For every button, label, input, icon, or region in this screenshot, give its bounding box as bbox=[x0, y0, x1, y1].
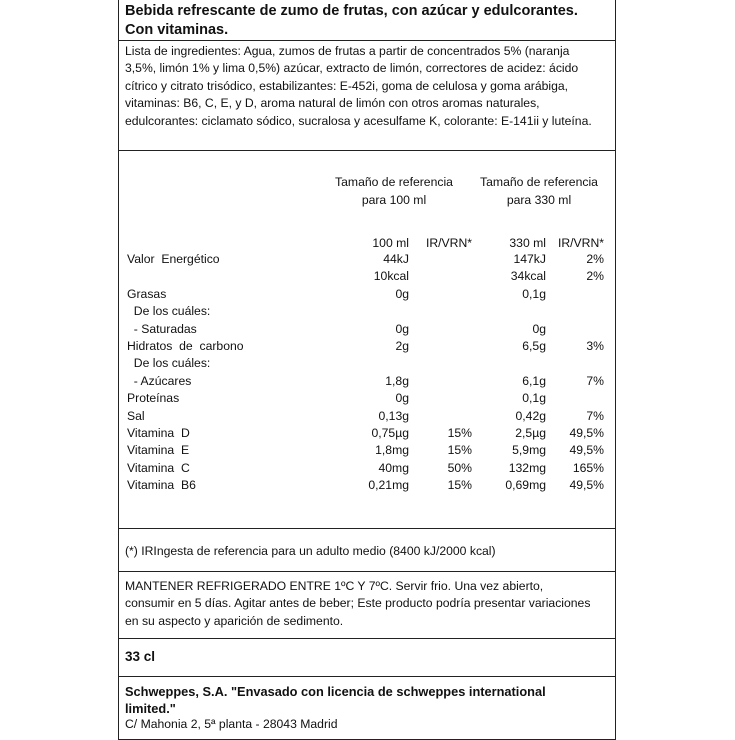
divider bbox=[118, 571, 616, 572]
footnote: (*) IRIngesta de referencia para un adulto medio (8400 kJ/2000 kcal) bbox=[125, 544, 496, 558]
col-head-330ml: 330 ml bbox=[509, 236, 546, 250]
value-100ml: 0,75µg bbox=[371, 426, 409, 440]
value-330ml: 0g bbox=[532, 321, 546, 336]
value-330ml: 0,1g bbox=[522, 391, 546, 406]
value-330ml: 34kcal bbox=[510, 269, 546, 284]
col-head-100ml: 100 ml bbox=[372, 236, 409, 250]
ir-330ml: 7% bbox=[586, 408, 604, 423]
header-330ml-line1: Tamaño de referencia bbox=[480, 175, 598, 189]
value-100ml: 0g bbox=[395, 391, 409, 406]
value-330ml: 0,69mg bbox=[505, 478, 546, 493]
col-head-ir-100: IR/VRN* bbox=[425, 236, 472, 250]
value-100ml: 40mg bbox=[378, 460, 409, 475]
value-100ml: 44kJ bbox=[383, 252, 409, 266]
value-330ml: 132mg bbox=[508, 460, 546, 475]
row-label: De los cuáles: bbox=[127, 356, 211, 371]
value-330ml: 6,5g bbox=[522, 339, 546, 353]
table-row bbox=[127, 286, 607, 302]
value-100ml: 0,21mg bbox=[368, 478, 409, 493]
ir-330ml: 2% bbox=[586, 269, 604, 284]
table-row bbox=[127, 477, 607, 493]
table-row bbox=[127, 425, 607, 441]
table-row bbox=[127, 460, 607, 476]
ir-330ml: 49,5% bbox=[569, 426, 604, 440]
header-100ml bbox=[314, 174, 474, 209]
header-330ml-line2: para 330 ml bbox=[506, 192, 572, 207]
table-row bbox=[127, 251, 607, 267]
table-row bbox=[127, 268, 607, 284]
row-label: Hidratos de carbono bbox=[127, 339, 244, 353]
table-row bbox=[127, 373, 607, 389]
divider bbox=[118, 528, 616, 529]
row-label: Vitamina C bbox=[127, 460, 190, 475]
value-330ml: 0,1g bbox=[522, 286, 546, 301]
company-address: C/ Mahonia 2, 5ª planta - 28043 Madrid bbox=[125, 717, 338, 731]
value-100ml: 2g bbox=[395, 339, 409, 353]
value-100ml: 1,8mg bbox=[375, 443, 409, 458]
ir-100ml: 15% bbox=[447, 478, 472, 493]
ir-100ml: 15% bbox=[447, 426, 472, 440]
row-label: - Saturadas bbox=[127, 321, 197, 336]
table-row bbox=[127, 355, 607, 371]
row-label: - Azúcares bbox=[127, 373, 192, 388]
ir-330ml: 7% bbox=[586, 373, 604, 388]
ir-330ml: 165% bbox=[572, 460, 604, 475]
value-100ml: 0g bbox=[395, 286, 409, 301]
value-330ml: 0,42g bbox=[515, 408, 546, 423]
table-row bbox=[127, 338, 607, 354]
row-label: De los cuáles: bbox=[127, 304, 211, 319]
value-100ml: 1,8g bbox=[385, 373, 409, 388]
divider bbox=[118, 638, 616, 639]
row-label: Vitamina E bbox=[127, 443, 190, 458]
ir-330ml: 49,5% bbox=[569, 443, 604, 458]
value-330ml: 147kJ bbox=[513, 252, 546, 266]
row-label: Proteínas bbox=[127, 391, 180, 406]
product-title: Bebida refrescante de zumo de frutas, con azúcar y edulcorantes. Con vitaminas. bbox=[125, 3, 578, 38]
table-row bbox=[127, 321, 607, 337]
table-row bbox=[127, 442, 607, 458]
ir-100ml: 50% bbox=[447, 460, 472, 475]
header-100ml-line1: Tamaño de referencia bbox=[335, 175, 453, 189]
header-330ml bbox=[459, 174, 619, 209]
row-label: Vitamina B6 bbox=[127, 478, 196, 493]
volume: 33 cl bbox=[125, 649, 156, 664]
ir-330ml: 2% bbox=[586, 252, 604, 266]
row-label: Vitamina D bbox=[127, 426, 190, 440]
row-label: Grasas bbox=[127, 286, 167, 301]
ir-330ml: 3% bbox=[586, 339, 604, 353]
col-head-ir-330: IR/VRN* bbox=[557, 236, 604, 250]
column-heads-row bbox=[127, 235, 607, 251]
divider bbox=[118, 40, 616, 41]
row-label: Sal bbox=[127, 408, 145, 423]
ingredients-text: Lista de ingredientes: Agua, zumos de frutas a partir de concentrados 5% (naranja 3,5%, limón 1% y lima 0,5%) azúcar, extracto de limón, correctores de acidez: ácido cítrico y citrato trisódico, estabilizantes: E-452i, goma de celulosa y goma arábiga, vitaminas: B6, C, E, y D, aroma natural de limón con otros aromas naturales, edulcorantes: ciclamato sódico, sucralosa y acesulfame K, colorante: E-141ii y luteína. bbox=[125, 44, 592, 128]
value-330ml: 6,1g bbox=[522, 373, 546, 388]
value-330ml: 5,9mg bbox=[512, 443, 546, 458]
ir-100ml: 15% bbox=[447, 443, 472, 458]
value-100ml: 0,13g bbox=[378, 408, 409, 423]
value-100ml: 0g bbox=[395, 321, 409, 336]
divider bbox=[118, 676, 616, 677]
row-label: Valor Energético bbox=[127, 252, 220, 266]
divider bbox=[118, 150, 616, 151]
table-row bbox=[127, 408, 607, 424]
storage-instructions: MANTENER REFRIGERADO ENTRE 1ºC Y 7ºC. Servir frio. Una vez abierto, consumir en 5 días. Agitar antes de beber; Este producto podría presentar variaciones en su aspecto y aparición de sedimento. bbox=[125, 579, 591, 628]
company-name: Schweppes, S.A. "Envasado con licencia de schweppes international limited." bbox=[125, 684, 546, 717]
value-330ml: 2,5µg bbox=[515, 426, 546, 440]
table-row bbox=[127, 303, 607, 319]
value-100ml: 10kcal bbox=[373, 269, 409, 284]
header-100ml-line2: para 100 ml bbox=[361, 192, 427, 207]
ir-330ml: 49,5% bbox=[569, 478, 604, 493]
table-row bbox=[127, 390, 607, 406]
